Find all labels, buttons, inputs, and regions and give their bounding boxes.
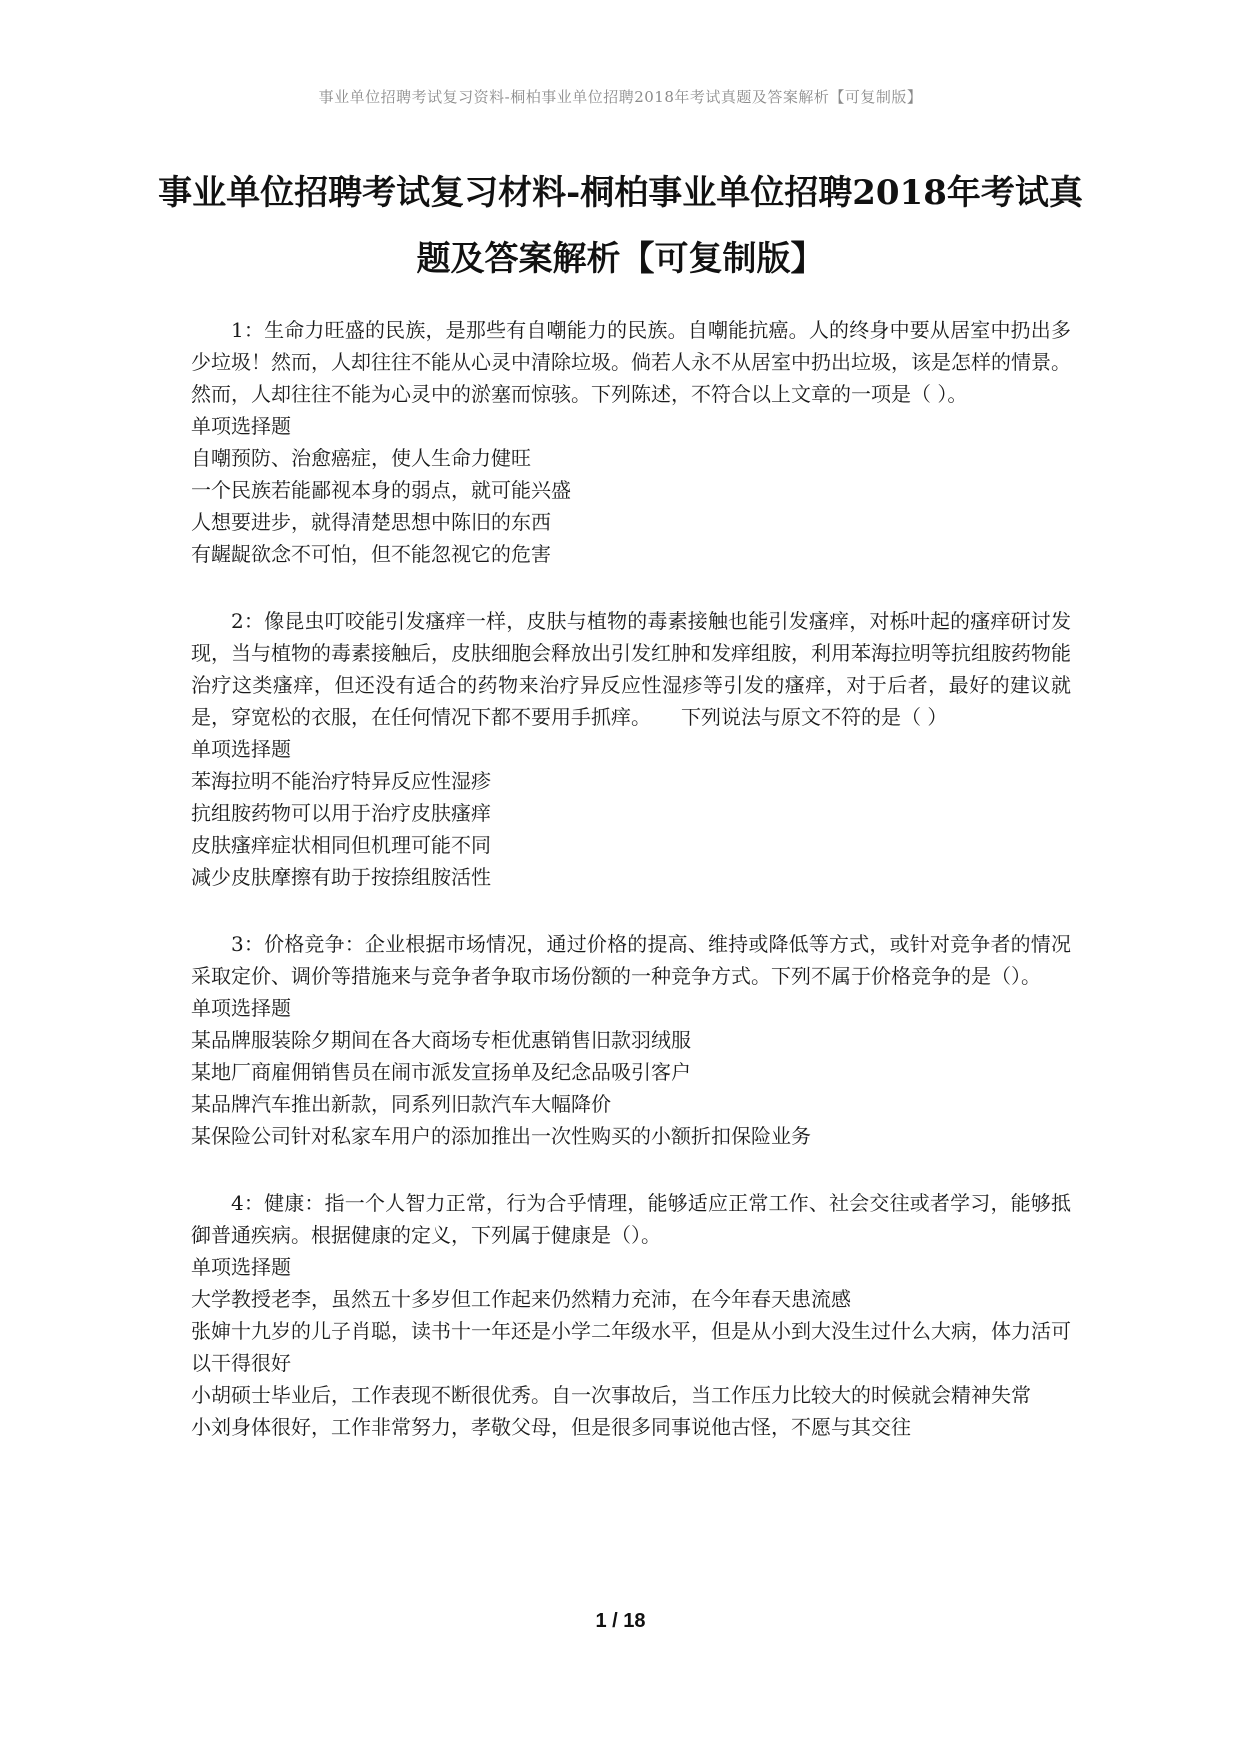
option-c: 小胡硕士毕业后，工作表现不断很优秀。自一次事故后，当工作压力比较大的时候就会精神失常 [191, 1383, 1031, 1407]
page-number: 1 / 18 [595, 1610, 646, 1632]
question-type: 单项选择题 [191, 737, 291, 761]
question-stem: 3：价格竞争：企业根据市场情况，通过价格的提高、维持或降低等方式，或针对竞争者的情况采取定价、调价等措施来与竞争者争取市场份额的一种竞争方式。下列不属于价格竞争的是（）。 [191, 932, 1071, 988]
option-d: 有龌龊欲念不可怕，但不能忽视它的危害 [191, 542, 551, 566]
option-d: 减少皮肤摩擦有助于按捺组胺活性 [191, 865, 491, 889]
question-stem: 2：像昆虫叮咬能引发瘙痒一样，皮肤与植物的毒素接触也能引发瘙痒，对栎叶起的瘙痒研讨发现，当与植物的毒素接触后，皮肤细胞会释放出引发红肿和发痒组胺，利用苯海拉明等抗组胺药物能治疗这类瘙痒，但还没有适合的药物来治疗异反应性湿疹等引发的瘙痒，对于后者，最好的建议就是，穿宽松的衣服，在任何情况下都不要用手抓痒。 下列说法与原文不符的是（ ） [191, 609, 1071, 729]
option-a: 苯海拉明不能治疗特异反应性湿疹 [191, 769, 491, 793]
option-b: 某地厂商雇佣销售员在闹市派发宣扬单及纪念品吸引客户 [191, 1060, 691, 1084]
question-list [191, 314, 1071, 1478]
question-type: 单项选择题 [191, 1255, 291, 1279]
option-a: 某品牌服装除夕期间在各大商场专柜优惠销售旧款羽绒服 [191, 1028, 691, 1052]
question-4 [191, 1187, 1071, 1443]
option-c: 某品牌汽车推出新款，同系列旧款汽车大幅降价 [191, 1092, 611, 1116]
option-b: 一个民族若能鄙视本身的弱点，就可能兴盛 [191, 478, 571, 502]
option-c: 皮肤瘙痒症状相同但机理可能不同 [191, 833, 491, 857]
question-1 [191, 314, 1071, 570]
question-stem: 1：生命力旺盛的民族，是那些有自嘲能力的民族。自嘲能抗癌。人的终身中要从居室中扔出多少垃圾！然而，人却往往不能从心灵中清除垃圾。倘若人永不从居室中扔出垃圾，该是怎样的情景。然而，人却往往不能为心灵中的淤塞而惊骇。下列陈述，不符合以上文章的一项是（ ）。 [191, 318, 1071, 406]
option-c: 人想要进步，就得清楚思想中陈旧的东西 [191, 510, 551, 534]
running-header: 事业单位招聘考试复习资料-桐柏事业单位招聘2018年考试真题及答案解析【可复制版】 [318, 88, 923, 106]
question-type: 单项选择题 [191, 996, 291, 1020]
question-type: 单项选择题 [191, 414, 291, 438]
option-b: 张婶十九岁的儿子肖聪，读书十一年还是小学二年级水平，但是从小到大没生过什么大病，体力活可以干得很好 [191, 1319, 1071, 1375]
document-title: 事业单位招聘考试复习材料-桐柏事业单位招聘2018年考试真题及答案解析【可复制版】 [158, 173, 1083, 279]
option-d: 小刘身体很好，工作非常努力，孝敬父母，但是很多同事说他古怪，不愿与其交往 [191, 1415, 911, 1439]
question-stem: 4：健康：指一个人智力正常，行为合乎情理，能够适应正常工作、社会交往或者学习，能够抵御普通疾病。根据健康的定义，下列属于健康是（）。 [191, 1191, 1071, 1247]
option-b: 抗组胺药物可以用于治疗皮肤瘙痒 [191, 801, 491, 825]
question-2 [191, 605, 1071, 893]
option-a: 自嘲预防、治愈癌症，使人生命力健旺 [191, 446, 531, 470]
question-3 [191, 928, 1071, 1152]
option-a: 大学教授老李，虽然五十多岁但工作起来仍然精力充沛，在今年春天患流感 [191, 1287, 851, 1311]
option-d: 某保险公司针对私家车用户的添加推出一次性购买的小额折扣保险业务 [191, 1124, 811, 1148]
